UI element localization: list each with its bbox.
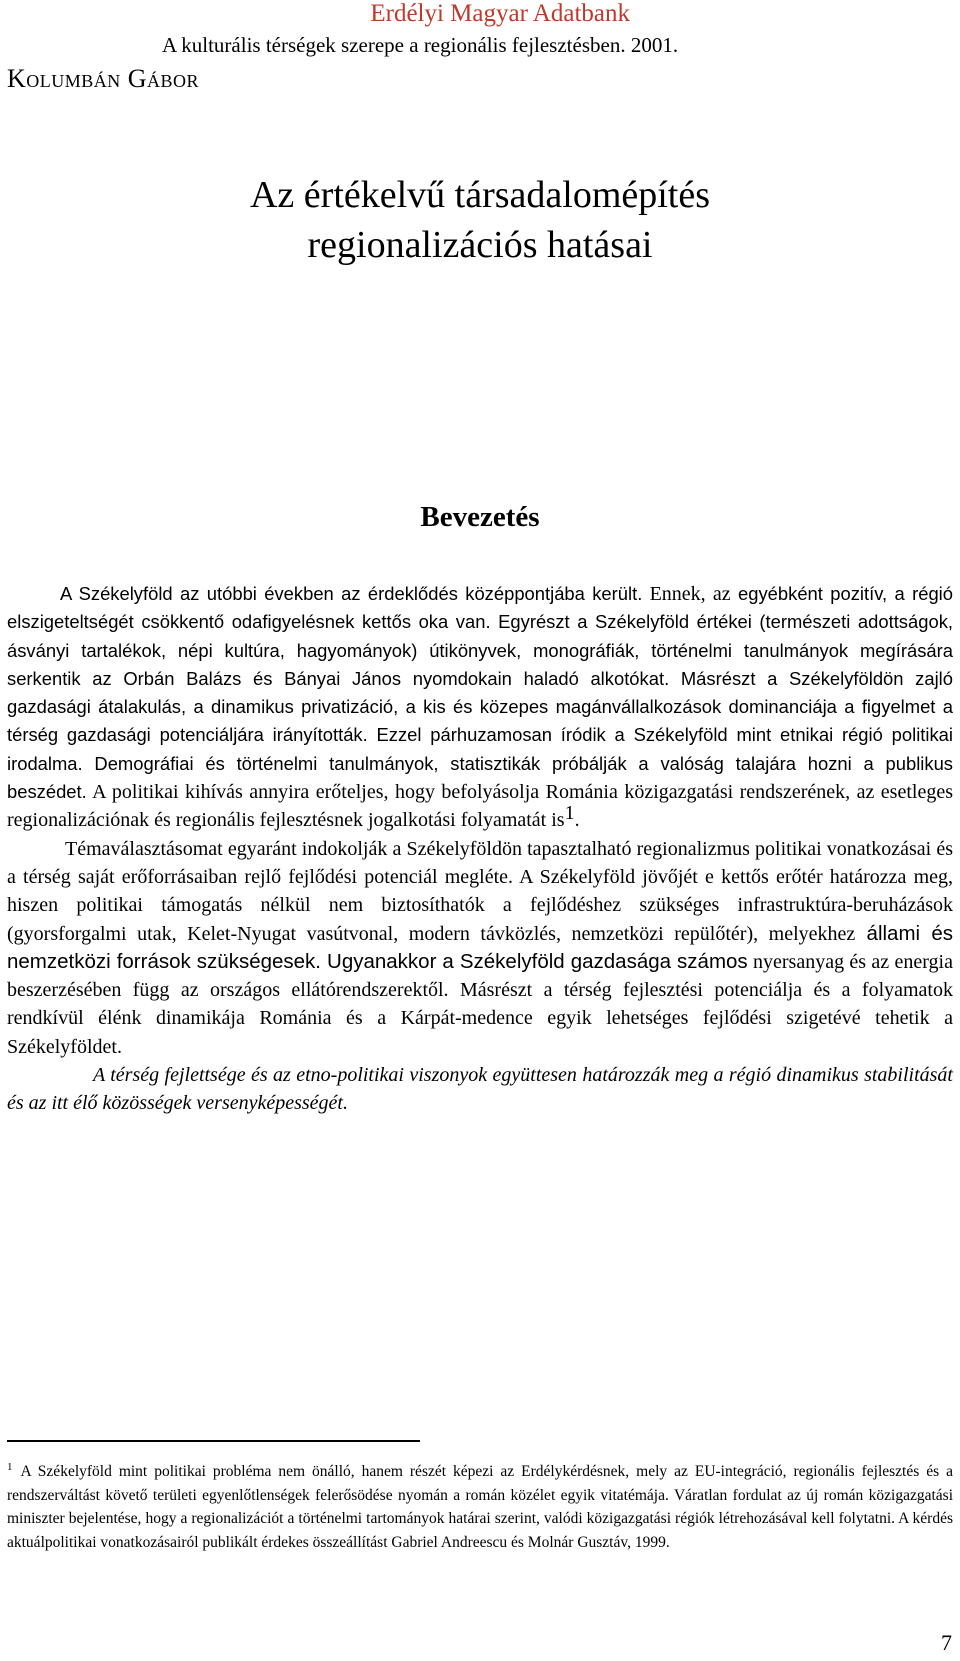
p1-part-d: A politikai kihívás annyira erőteljes, hogy befolyásolja Románia közigazgatási rendszerének, az esetleges regionalizációnak és regionális fejlesztésnek jogalkotási folyamatát is — [7, 781, 953, 832]
footnote — [7, 1460, 953, 1554]
site-name: Erdélyi Magyar Adatbank — [370, 0, 630, 27]
title-line-1: Az értékelvű társadalomépítés — [249, 174, 711, 216]
p1-part-a: A Székelyföld az utóbbi években az érdeklődés középpontjába került. — [60, 583, 643, 604]
source-line: A kulturális térségek szerepe a regionális fejlesztésben. 2001. — [162, 33, 679, 57]
title-line-2: regionalizációs hatásai — [307, 224, 653, 266]
p1-part-c: egyébként pozitív, a régió elszigeteltségét csökkentő odafigyelésnek kettős oka van. Egyrészt a Székelyföld értékei (természeti adottságok, ásványi tartalékok, népi kultúra, hagyományok) útikönyvek, monográfiák, történelmi tanulmányok megírására serkentik az Orbán Balázs és Bányai János nyomdokain haladó alkotókat. Másrészt a Székelyföldön zajló gazdasági átalakulás, a dinamikus privatizáció, a kis és közepes magánvállalkozások dominanciája a figyelmet a térség gazdasági potenciáljára irányították. Ezzel párhuzamosan íródik a Székelyföld mint etnikai régió politikai irodalma. Demográfiai és történelmi tanulmányok, statisztikák próbálják a valóság talajára hozni a publikus beszédet. — [7, 583, 953, 803]
footnote-separator — [7, 1440, 420, 1442]
paragraph-3: A térség fejlettsége és az etno-politikai viszonyok együttesen határozzák meg a régió dinamikus stabilitását és az itt élő közösségek versenyképességét. — [7, 1064, 953, 1115]
p2-part-b: állami és nemzetközi források szükségesek. Ugyanakkor a Székelyföld gazdasága számos — [7, 921, 954, 973]
document-title — [0, 170, 960, 270]
p1-end: . — [574, 809, 580, 832]
paragraph-1 — [7, 580, 953, 835]
p2-part-c: nyersanyag és az energia beszerzésében függ az országos ellátórendszerektől. Másrészt a térség fejlesztési potenciálja és a folyamatok rendkívül élénk dinamikája Románia és a Kárpát-medence egyik lehetséges fejlődési szigetévé tehetik a Székelyföldet. — [7, 950, 953, 1058]
p2-part-a: Témaválasztásomat egyaránt indokolják a Székelyföldön tapasztalható regionalizmus politikai vonatkozásai és a térség saját erőforrásaiban rejlő fejlődési potenciál megléte. A Székelyföld jövőjét e kettős erőtér határozza meg, hiszen politikai támogatás nélkül nem biztosíthatók a fejlődéshez szükséges infrastruktúra-beruházások (gyorsforgalmi utak, Kelet-Nyugat vasútvonal, modern távközlés, nemzetközi repülőtér), melyekhez — [7, 837, 953, 945]
paragraph-2 — [7, 835, 953, 1061]
page-number: 7 — [941, 1630, 952, 1655]
author-name: Kolumbán Gábor — [7, 64, 200, 93]
footnote-number: 1 — [7, 1460, 13, 1473]
footnote-text: A Székelyföld mint politikai probléma nem önálló, hanem részét képezi az Erdélykérdésnek, mely az EU-integráció, regionális fejlesztés és a rendszerváltást követő területi egyenlőtlenségek felerősödése nyomán a román közélet egyik vitatémája. Váratlan fordulat az új román közigazgatási miniszter bejelentése, hogy a regionalizációt a történelmi tartományok határai szerint, valódi közigazgatási régiók létrehozásával kell folytatni. A kérdés aktuálpolitikai vonatkozásairól publikált érdekes összeállítást Gabriel Andreescu és Molnár Gusztáv, 1999. — [7, 1463, 953, 1551]
body-text — [7, 580, 953, 1118]
footnote-ref[interactable]: 1 — [564, 802, 575, 825]
p1-part-b: Ennek, az — [642, 583, 731, 605]
section-heading: Bevezetés — [420, 501, 540, 533]
